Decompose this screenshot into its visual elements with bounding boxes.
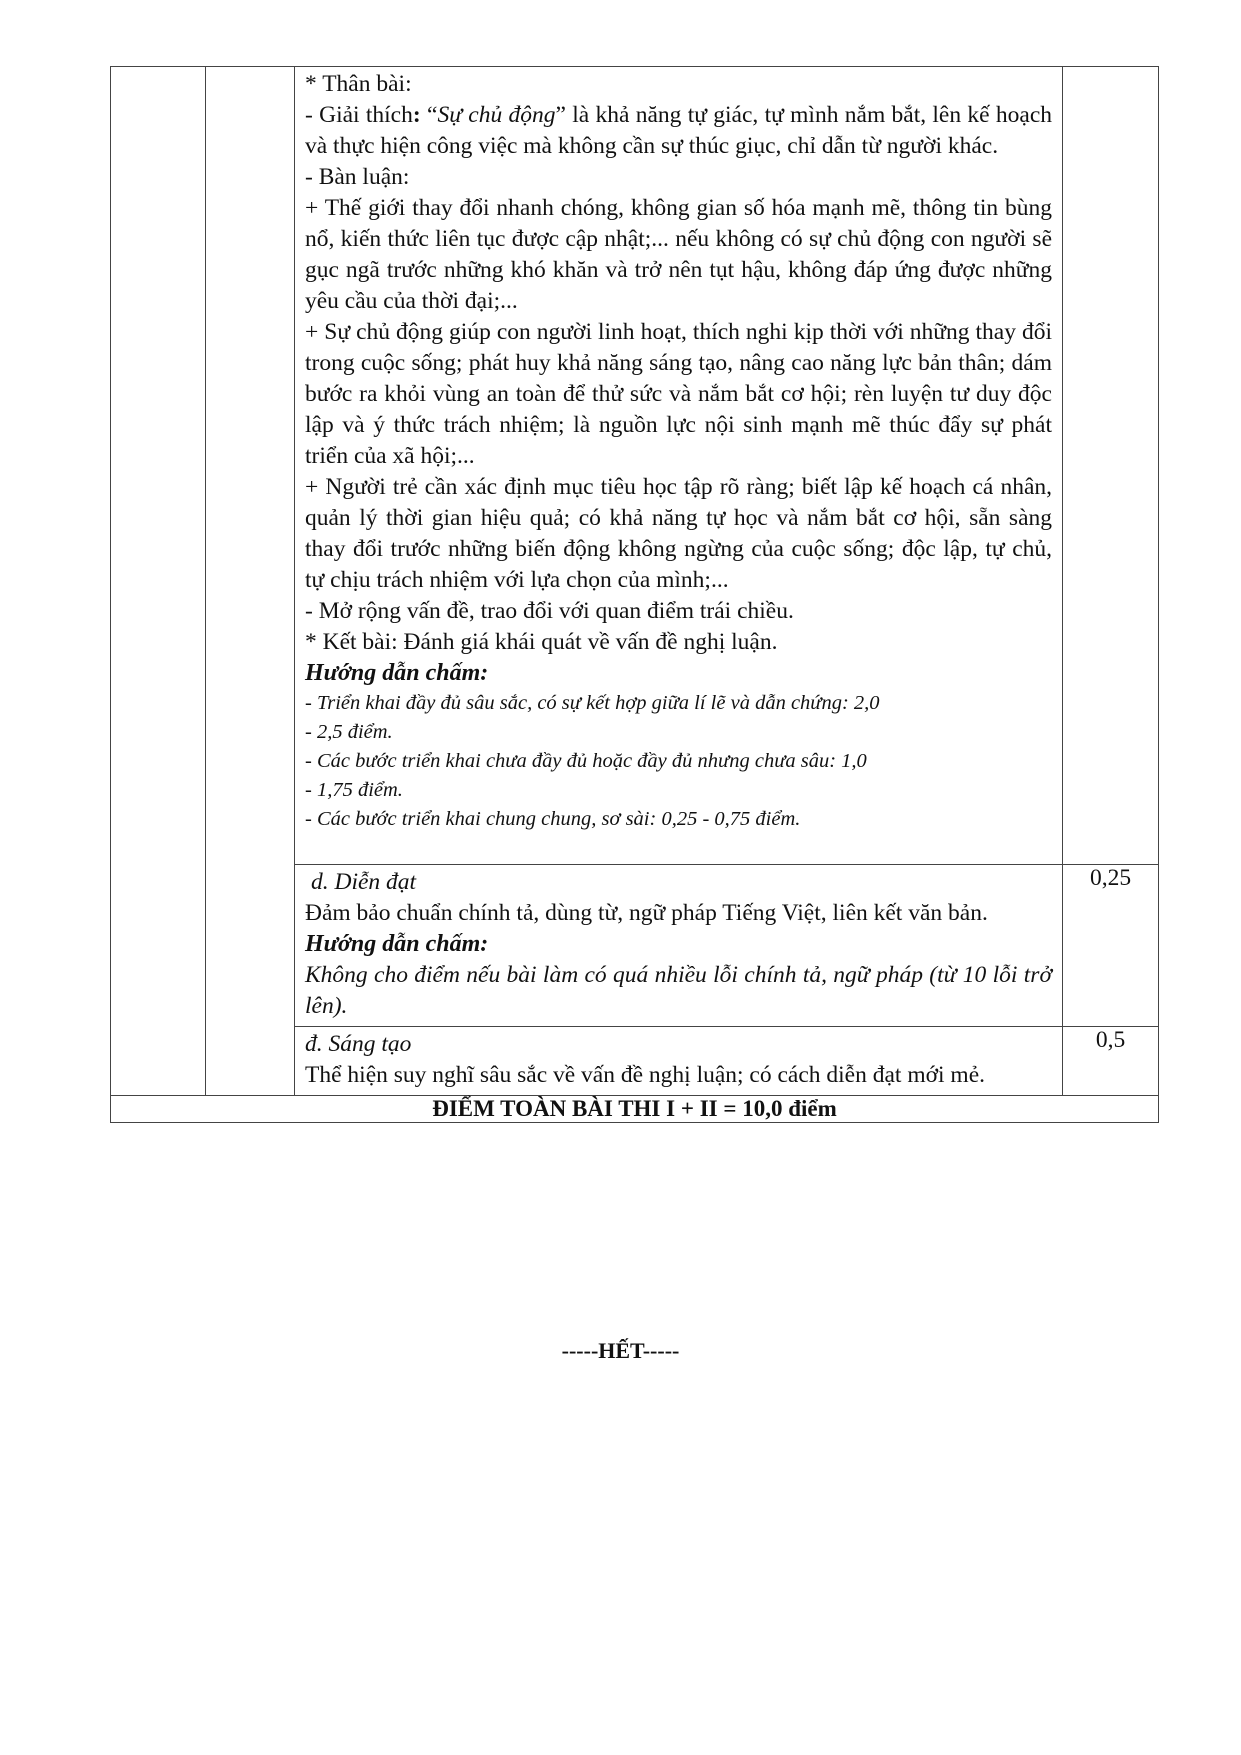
extend-line: - Mở rộng vấn đề, trao đổi với quan điểm trái chiều. (305, 598, 794, 624)
explain-paragraph (305, 100, 1052, 162)
discuss-point: + Thế giới thay đổi nhanh chóng, không gian số hóa mạnh mẽ, thông tin bùng nổ, kiến thức liên tục được cập nhật;... nếu không có sự chủ động con người sẽ gục ngã trước những khó khăn và trở nên tụt hậu, không đáp ứng được những yêu cầu của thời đại;... (305, 195, 1052, 314)
guide-item: - Các bước triển khai chưa đầy đủ hoặc đầy đủ nhưng chưa sâu: 1,0 (305, 750, 867, 772)
table-row-total (111, 1096, 1159, 1123)
conclusion-line: * Kết bài: Đánh giá khái quát về vấn đề nghị luận. (305, 629, 778, 655)
explain-term: Sự chủ động (437, 102, 556, 128)
expression-title: d. Diễn đạt (311, 869, 417, 895)
guide-item: - 2,5 điểm. (305, 721, 393, 743)
discuss-point: + Sự chủ động giúp con người linh hoạt, thích nghi kịp thời với những thay đổi trong cuộc sống; phát huy khả năng sáng tạo, nâng cao năng lực bản thân; dám bước ra khỏi vùng an toàn để thử sức và nắm bắt cơ hội; rèn luyện tư duy độc lập và ý thức trách nhiệm; là nguồn lực nội sinh mạnh mẽ thúc đẩy sự phát triển của xã hội;... (305, 319, 1052, 469)
expression-guide-text: Không cho điểm nếu bài làm có quá nhiều lỗi chính tả, ngữ pháp (từ 10 lỗi trở lên). (305, 962, 1052, 1019)
expression-score: 0,25 (1063, 865, 1159, 1027)
body-section-score-cell (1063, 67, 1159, 865)
table-row-body-section (111, 67, 1159, 865)
end-marker: -----HẾT----- (561, 1338, 680, 1363)
part-column-cell (111, 67, 206, 1096)
guide-item: - Triển khai đầy đủ sâu sắc, có sự kết hợp giữa lí lẽ và dẫn chứng: 2,0 (305, 692, 880, 714)
guide-item: - 1,75 điểm. (305, 779, 403, 801)
discuss-heading: - Bàn luận: (305, 164, 410, 190)
expression-guide-title: Hướng dẫn chấm: (305, 931, 489, 957)
discuss-point: + Người trẻ cần xác định mục tiêu học tập rõ ràng; biết lập kế hoạch cá nhân, quản lý thời gian hiệu quả; có khả năng tự học và nắm bắt cơ hội, sẵn sàng thay đổi trước những biến động không ngừng của cuộc sống; độc lập, tự chủ, tự chịu trách nhiệm với lựa chọn của mình;... (305, 474, 1052, 593)
guide-item: - Các bước triển khai chung chung, sơ sài: 0,25 - 0,75 điểm. (305, 808, 801, 830)
total-score: ĐIỂM TOÀN BÀI THI I + II = 10,0 điểm (111, 1096, 1159, 1123)
explain-text: ” là khả năng tự giác, tự mình nắm bắt, lên kế hoạch và thực hiện công việc mà không cần sự thúc giục, chỉ dẫn từ người khác. (305, 102, 1052, 159)
answer-key-sheet (110, 66, 1158, 1123)
creativity-title: đ. Sáng tạo (305, 1031, 412, 1057)
explain-colon: : (412, 102, 421, 128)
question-column-cell (206, 67, 295, 1096)
guide-title: Hướng dẫn chấm: (305, 660, 489, 686)
creativity-score: 0,5 (1063, 1027, 1159, 1096)
expression-cell (295, 865, 1063, 1027)
explain-prefix: - Giải thích (305, 102, 413, 128)
explain-quote-open: “ (420, 102, 438, 128)
body-section-cell (295, 67, 1063, 865)
expression-text: Đảm bảo chuẩn chính tả, dùng từ, ngữ pháp Tiếng Việt, liên kết văn bản. (305, 900, 988, 926)
creativity-cell (295, 1027, 1063, 1096)
creativity-text: Thể hiện suy nghĩ sâu sắc về vấn đề nghị luận; có cách diễn đạt mới mẻ. (305, 1062, 986, 1088)
body-heading: * Thân bài: (305, 71, 412, 97)
grading-table (110, 66, 1159, 1123)
